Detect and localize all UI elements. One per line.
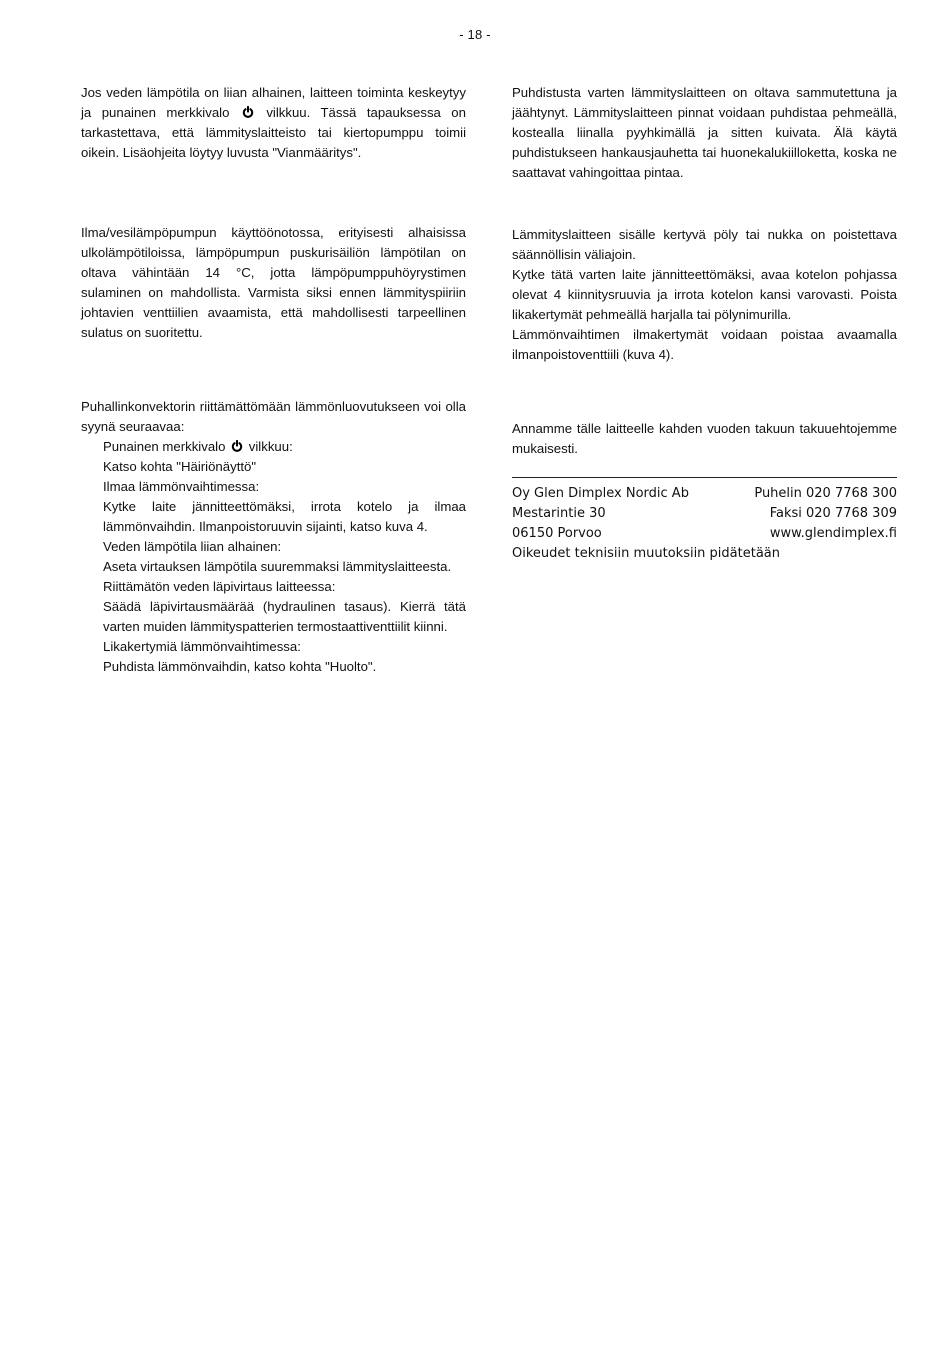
low-water-temp-text-end: vilkkuu. Tässä tapauksessa on tarkastettava, että lämmityslaitteisto tai kiertopumppu toimii oikein. Lisäohjeita löytyy luvusta "Vianmääritys". [81, 105, 466, 160]
list-item [103, 437, 466, 457]
list-item: Kytke laite jännitteettömäksi, irrota kotelo ja ilmaa lämmönvaihdin. Ilmanpoistoruuvin sijainti, katso kuva 4. [103, 499, 466, 534]
left-column [81, 83, 466, 677]
street-address: Mestarintie 30 [512, 506, 606, 521]
list-item: Aseta virtauksen lämpötila suuremmaksi lämmityslaitteesta. [103, 559, 452, 574]
heat-pump-startup-paragraph: Ilma/vesilämpöpumpun käyttöönotossa, erityisesti alhaisissa ulkolämpötiloissa, lämpöpumpun puskurisäiliön lämpötilan on oltava vähintään 14 °C, jotta lämpöpumppuhöyrystimen sulaminen on mahdollista. Varmista siksi ennen lämmityspiiriin johtavien venttiilien avaamista, että mahdollisesti tarpeellinen sulatus on suoritettu. [81, 225, 466, 340]
power-icon [242, 106, 254, 118]
website: www.glendimplex.fi [769, 526, 897, 541]
rights-notice: Oikeudet teknisiin muutoksiin pidätetään [512, 546, 781, 561]
cleaning-paragraph: Puhdistusta varten lämmityslaitteen on oltava sammutettuna ja jäähtynyt. Lämmityslaitteen pinnat voidaan puhdistaa pehmeällä, kostealla liinalla pyyhkimällä ja sitten kuivata. Älä käytä puhdistukseen hankausjauhetta tai huonekalukiilloketta, koska ne saattavat vahingoittaa pintaa. [512, 85, 897, 180]
warranty-paragraph: Annamme tälle laitteelle kahden vuoden takuun takuuehtojemme mukaisesti. [512, 421, 897, 456]
list-item: Puhdista lämmönvaihdin, katso kohta "Huolto". [103, 659, 377, 674]
air-vent-paragraph: Lämmönvaihtimen ilmakertymät voidaan poistaa avaamalla ilmanpoistoventtiili (kuva 4). [512, 327, 897, 362]
page-number: - 18 - [459, 27, 491, 42]
cover-removal-paragraph: Kytke tätä varten laite jännitteettömäksi, avaa kotelon pohjassa olevat 4 kiinnitysruuvia ja irrota kotelon kansi varovasti. Poista likakertymät pehmeällä harjalla tai pölynimurilla. [512, 267, 897, 322]
troubleshooting-list [81, 437, 466, 677]
dust-removal-paragraph: Lämmityslaitteen sisälle kertyvä pöly tai nukka on poistettava säännöllisin väliajoin. [512, 227, 897, 262]
footer-row [512, 484, 897, 504]
low-water-temp-paragraph [81, 83, 466, 163]
footer-row [512, 524, 897, 544]
company-footer [512, 477, 897, 564]
phone-number: Puhelin 020 7768 300 [754, 486, 897, 501]
right-column [512, 83, 897, 564]
fax-number: Faksi 020 7768 309 [769, 506, 897, 521]
list-item: Katso kohta "Häiriönäyttö" [103, 459, 257, 474]
list-item: Riittämätön veden läpivirtaus laitteessa: [103, 579, 336, 594]
low-water-temp-text-start: Jos veden lämpötila on liian alhainen, laitteen toiminta keskeytyy ja punainen merkkivalo [81, 85, 466, 120]
list-item: Säädä läpivirtausmäärää (hydraulinen tasaus). Kierrä tätä varten muiden lämmityspatterien termostaattiventtiilit kiinni. [103, 599, 466, 634]
list-item-text: Punainen merkkivalo [103, 439, 226, 454]
list-item: Likakertymiä lämmönvaihtimessa: [103, 639, 301, 654]
power-icon [231, 440, 243, 452]
list-item: Ilmaa lämmönvaihtimessa: [103, 479, 260, 494]
list-item: Veden lämpötila liian alhainen: [103, 539, 282, 554]
footer-row [512, 544, 897, 564]
city-address: 06150 Porvoo [512, 526, 602, 541]
insufficient-heat-intro: Puhallinkonvektorin riittämättömään lämmönluovutukseen voi olla syynä seuraavaa: [81, 399, 466, 434]
list-item-text: vilkkuu: [248, 439, 293, 454]
company-name: Oy Glen Dimplex Nordic Ab [512, 486, 689, 501]
footer-row [512, 504, 897, 524]
